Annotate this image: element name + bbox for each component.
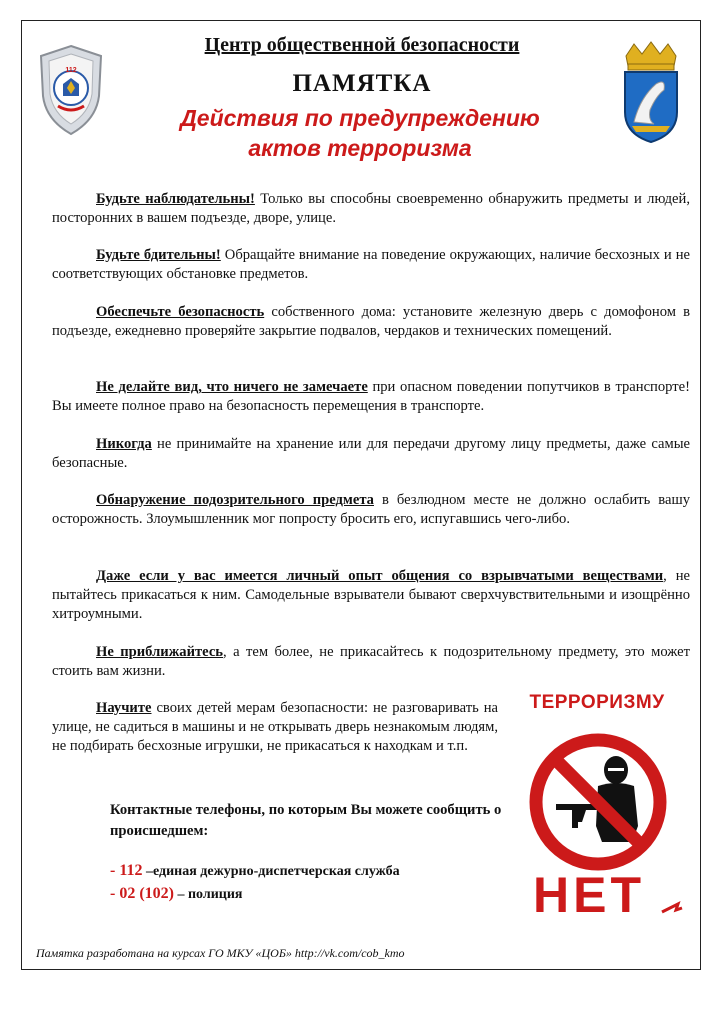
phone-number: - 112	[110, 862, 143, 879]
subtitle-line-2: актов терроризма	[248, 135, 472, 161]
footer-credit: Памятка разработана на курсах ГО МКУ «ЦОБ» http://vk.com/cob_kmo	[36, 946, 405, 960]
paragraph-lead: Никогда	[96, 436, 152, 452]
contacts-heading: Контактные телефоны, по которым Вы можете сообщить о происшедшем:	[110, 802, 502, 839]
paragraph-text: не принимайте на хранение или для передачи другому лицу предметы, даже самые безопасные.	[52, 436, 690, 471]
phone-line	[110, 862, 400, 880]
paragraph-text: при опасном поведении попутчиков в транспорте! Вы имеете полное право на безопасность перемещения в транспорте.	[52, 379, 690, 414]
subtitle-line-1: Действия по предупреждению	[180, 105, 540, 131]
paragraph-text: своих детей мерам безопасности: не разговаривать на улице, не садиться в машины и не открывать дверь незнакомым людям, не подбирать бесхозные игрушки, не прикасаться к находкам и т.п.	[52, 700, 498, 754]
paragraph-lead: Не делайте вид, что ничего не замечаете	[96, 379, 368, 395]
paragraph-lead: Научите	[96, 700, 152, 716]
phone-description: –единая дежурно-диспетчерская служба	[142, 864, 400, 879]
paragraph	[52, 303, 690, 341]
paragraph-lead: Не приближайтесь	[96, 644, 224, 660]
paragraph	[52, 246, 690, 284]
poster-bottom-text: НЕТ	[533, 867, 645, 923]
paragraph-lead: Обнаружение подозрительного предмета	[96, 492, 374, 508]
paragraph-lead: Будьте бдительны!	[96, 247, 221, 263]
document-type-title: ПАМЯТКА	[292, 70, 432, 97]
document-subtitle	[130, 103, 590, 163]
paragraph	[52, 643, 690, 681]
paragraph	[52, 699, 498, 756]
paragraph-text: в безлюдном месте не должно ослабить вашу осторожность. Злоумышленник мог попросту бросить его, испугавшись чего-либо.	[52, 492, 691, 527]
phone-line	[110, 885, 243, 903]
poster-top-text: ТЕРРОРИЗМУ	[529, 692, 665, 713]
paragraph-lead: Будьте наблюдательны!	[96, 191, 255, 207]
paragraph	[52, 491, 690, 529]
paragraph	[52, 435, 690, 473]
paragraph	[52, 567, 690, 624]
paragraph-text: , а тем более, не прикасайтесь к подозрительному предмету, это может стоить вам жизни.	[52, 644, 691, 679]
paragraph-text: Обращайте внимание на поведение окружающих, наличие бесхозных и не соответствующих обстановке предметов.	[52, 247, 690, 282]
emblem-number: 112	[65, 67, 77, 74]
organization-title: Центр общественной безопасности	[204, 34, 520, 56]
paragraph	[52, 190, 690, 228]
paragraph-lead: Обеспечьте безопасность	[96, 304, 265, 320]
phone-number: - 02 (102)	[110, 885, 174, 902]
paragraph	[52, 378, 690, 416]
phone-description: – полиция	[173, 887, 243, 902]
paragraph-text: Только вы способны своевременно обнаружить предметы и людей, посторонних в вашем подъезде, дворе, улице.	[52, 191, 690, 226]
paragraph-text: собственного дома: установите железную дверь с домофоном в подъезде, ежедневно проверяйте закрытие подвалов, чердаков и технических помещений.	[52, 304, 690, 339]
paragraph-lead: Даже если у вас имеется личный опыт общения со взрывчатыми веществами	[96, 568, 664, 584]
paragraph-text: , не пытайтесь прикасаться к ним. Самодельные взрыватели бывают сверхчувствительными и изощрённо хитроумными.	[52, 568, 690, 622]
